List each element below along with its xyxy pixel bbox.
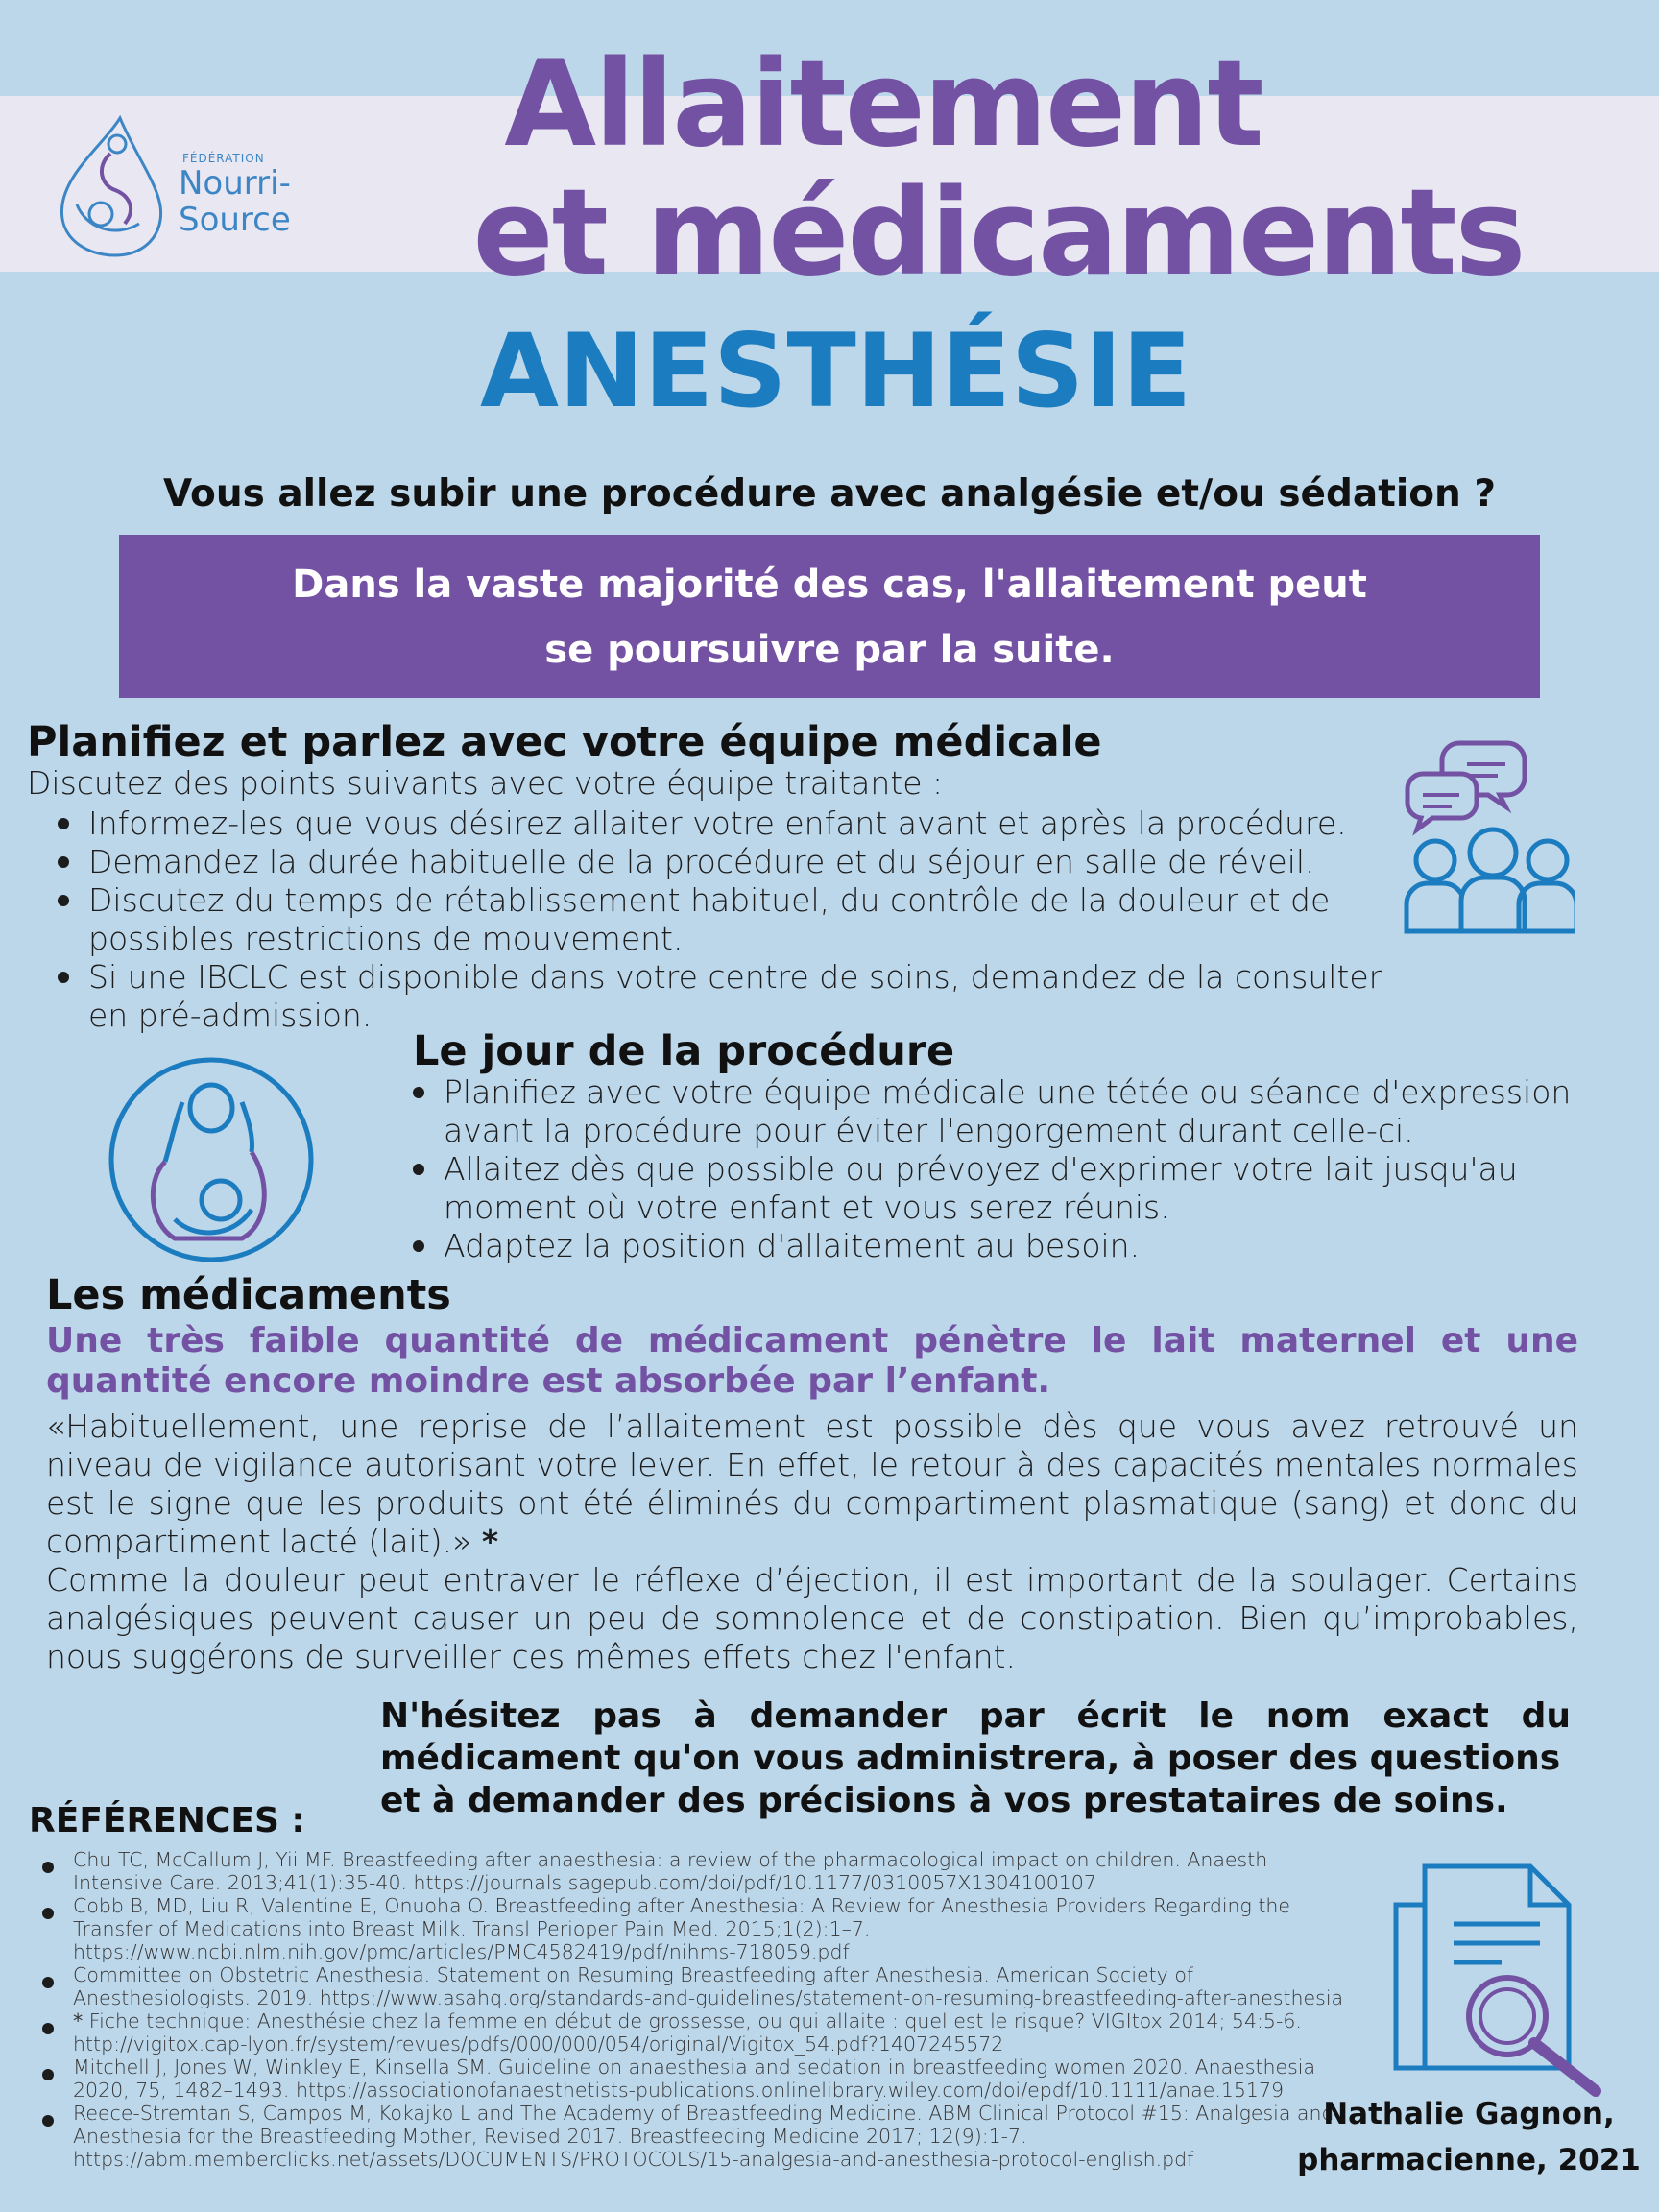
- list-item: Allaitez dès que possible ou prévoyez d'exprimer votre lait jusqu'au moment où votre enfant et vous serez réunis.: [384, 1150, 1584, 1227]
- references-list: [13, 1848, 1358, 2171]
- reference-item: Cobb B, MD, Liu R, Valentine E, Onuoha O. Breastfeeding after Anesthesia: A Review for Anesthesia Providers Regarding the Transfer of Medications into Breast Milk. Transl Perioper Pain Med. 2015;1(2):1–7. https://www.ncbi.nlm.nih.gov/pmc/articles/PMC4582419/pdf/nihms-718059.pdf: [13, 1894, 1358, 1963]
- list-item: Si une IBCLC est disponible dans votre centre de soins, demandez de la consulter en pré-admission.: [29, 958, 1402, 1035]
- highlight-box: [119, 535, 1540, 698]
- list-item: Informez-les que vous désirez allaiter votre enfant avant et après la procédure.: [29, 805, 1421, 843]
- nourri-source-logo: [48, 113, 336, 257]
- highlight-line2: se poursuivre par la suite.: [544, 628, 1115, 672]
- meds-highlight: Une très faible quantité de médicament pénètre le lait maternel et une quantité encore moindre est absorbée par l’enfant.: [46, 1321, 1578, 1401]
- page-title-line2: et médicaments: [472, 164, 1525, 302]
- author-signature: [1296, 2091, 1642, 2183]
- intro-question: Vous allez subir une procédure avec analgésie et/ou sédation ?: [162, 472, 1497, 516]
- reference-item: Committee on Obstetric Anesthesia. Statement on Resuming Breastfeeding after Anesthesia. American Society of Anesthesiologists. 2019. https://www.asahq.org/standards-and-guidelines/statement-on-resuming-breastfeeding-after-anesthesia: [13, 1963, 1358, 2009]
- ask-main: N'hésitez pas à demander par écrit le nom exact du médicament qu'on vous administrera, à poser des questions: [380, 1696, 1571, 1778]
- document-search-icon: [1382, 1863, 1613, 2103]
- list-item: Adaptez la position d'allaitement au besoin.: [384, 1227, 1584, 1265]
- references-heading: RÉFÉRENCES :: [29, 1801, 305, 1840]
- logo-name-line1: Nourri-: [179, 164, 291, 203]
- logo-federation-label: FÉDÉRATION: [182, 152, 265, 165]
- logo-name: [179, 165, 291, 238]
- ask-last: et à demander des précisions à vos prestataires de soins.: [380, 1781, 1508, 1820]
- author-name: Nathalie Gagnon,: [1323, 2097, 1615, 2131]
- day-heading: Le jour de la procédure: [413, 1027, 955, 1075]
- page-title-line1: Allaitement: [504, 36, 1262, 174]
- plan-heading: Planifiez et parlez avec votre équipe médicale: [27, 718, 1102, 766]
- day-list: [384, 1073, 1584, 1265]
- page-subtitle: ANESTHÉSIE: [480, 312, 1192, 430]
- reference-text: Fiche technique: Anesthésie chez la femme en début de grossesse, ou qui allaite : quel est le risque? VIGItox 2014; 54:5-6. http://vigitox.cap-lyon.fr/system/revues/pdfs/000/000/054/original/Vigitox_54.pdf?1407245572: [73, 2009, 1302, 2056]
- logo-name-line2: Source: [179, 201, 291, 239]
- mother-drop-logo-icon: [48, 113, 173, 257]
- breastfeeding-mother-icon: [108, 1056, 315, 1263]
- meds-pain: Comme la douleur peut entraver le réflexe d’éjection, il est important de la soulager. Certains analgésiques peuvent causer un peu de somnolence et de constipation. Bien qu’improbables, nous suggérons de surveiller ces mêmes effets chez l'enfant.: [46, 1561, 1578, 1675]
- plan-list: [29, 805, 1421, 1035]
- reference-item: [13, 2009, 1358, 2056]
- meds-text: [46, 1407, 1578, 1676]
- footnote-star: *: [481, 1523, 499, 1560]
- list-item: Demandez la durée habituelle de la procédure et du séjour en salle de réveil.: [29, 843, 1421, 881]
- list-item: Discutez du temps de rétablissement habituel, du contrôle de la douleur et de possibles restrictions de mouvement.: [29, 881, 1373, 958]
- reference-item: Reece-Stremtan S, Campos M, Kokajko L and The Academy of Breastfeeding Medicine. ABM Clinical Protocol #15: Analgesia and Anesthesia for the Breastfeeding Mother, Revised 2017. Breastfeeding Medicine 2017; 12(9):1-7. https://abm.memberclicks.net/assets/DOCUMENTS/PROTOCOLS/15-analgesia-and-anesthesia-protocol-english.pdf: [13, 2102, 1358, 2171]
- reference-item: Chu TC, McCallum J, Yii MF. Breastfeeding after anaesthesia: a review of the pharmacological impact on children. Anaesth Intensive Care. 2013;41(1):35-40. https://journals.sagepub.com/doi/pdf/10.1177/0310057X1304100107: [13, 1848, 1358, 1894]
- highlight-line1: Dans la vaste majorité des cas, l'allaitement peut: [292, 563, 1367, 607]
- reference-item: Mitchell J, Jones W, Winkley E, Kinsella SM. Guideline on anaesthesia and sedation in breastfeeding women 2020. Anaesthesia 2020, 75, 1482–1493. https://associationofanaesthetists-publications.onlinelibrary.wiley.com/doi/epdf/10.1111/anae.15179: [13, 2056, 1358, 2102]
- team-chat-icon: [1402, 739, 1575, 941]
- ask-callout: [380, 1695, 1571, 1822]
- plan-intro: Discutez des points suivants avec votre équipe traitante :: [27, 764, 944, 802]
- reference-star: *: [73, 2009, 84, 2032]
- author-role: pharmacienne, 2021: [1297, 2143, 1641, 2177]
- list-item: Planifiez avec votre équipe médicale une tétée ou séance d'expression avant la procédure pour éviter l'engorgement durant celle-ci.: [384, 1073, 1584, 1150]
- meds-quote-paragraph: [46, 1407, 1578, 1561]
- meds-quote: «Habituellement, une reprise de l’allaitement est possible dès que vous avez retrouvé un niveau de vigilance autorisant votre lever. En effet, le retour à des capacités mentales normales est le signe que les produits ont été éliminés du compartiment plasmatique (sang) et donc du compartiment lacté (lait).»: [46, 1407, 1578, 1560]
- meds-heading: Les médicaments: [46, 1271, 451, 1319]
